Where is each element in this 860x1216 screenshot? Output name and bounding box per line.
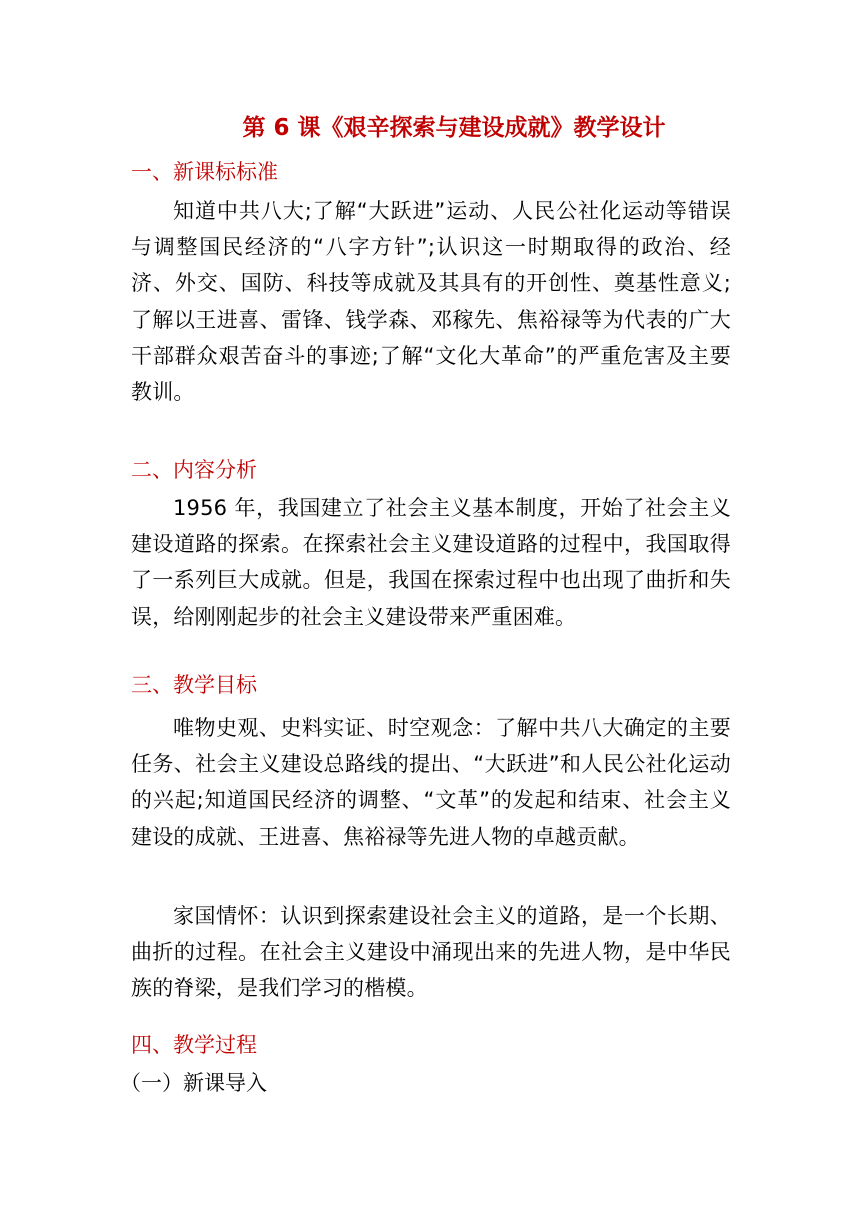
subheading-introduction: （一）新课导入 [120,1071,267,1095]
section-heading-standards: 一、新课标标准 [131,160,278,184]
paragraph-standards: 知道中共八大;了解“大跃进”运动、人民公社化运动等错误与调整国民经济的“八字方针”;认识这一时期取得的政治、经济、外交、国防、科技等成就及其具有的开创性、奠基性意义;了解以王进喜、雷锋、钱学森、邓稼先、焦裕禄等为代表的广大干部群众艰苦奋斗的事迹;了解“文化大革命”的严重危害及主要教训。 [131,199,731,405]
section-heading-objectives: 三、教学目标 [131,673,257,697]
paragraph-objectives-1: 唯物史观、史料实证、时空观念：了解中共八大确定的主要任务、社会主义建设总路线的提出、“大跃进”和人民公社化运动的兴起;知道国民经济的调整、“文革”的发起和结束、社会主义建设的成就、王进喜、焦裕禄等先进人物的卓越贡献。 [131,716,731,849]
section-heading-analysis: 二、内容分析 [131,458,257,482]
document-title: 第 6 课《艰辛探索与建设成就》教学设计 [242,115,666,141]
paragraph-objectives-2: 家国情怀：认识到探索建设社会主义的道路，是一个长期、曲折的过程。在社会主义建设中涌现出来的先进人物，是中华民族的脊梁，是我们学习的楷模。 [131,904,731,1001]
section-heading-process: 四、教学过程 [131,1033,257,1057]
paragraph-analysis: 1956 年，我国建立了社会主义基本制度，开始了社会主义建设道路的探索。在探索社会主义建设道路的过程中，我国取得了一系列巨大成就。但是，我国在探索过程中也出现了曲折和失误，给刚刚起步的社会主义建设带来严重困难。 [131,496,731,629]
